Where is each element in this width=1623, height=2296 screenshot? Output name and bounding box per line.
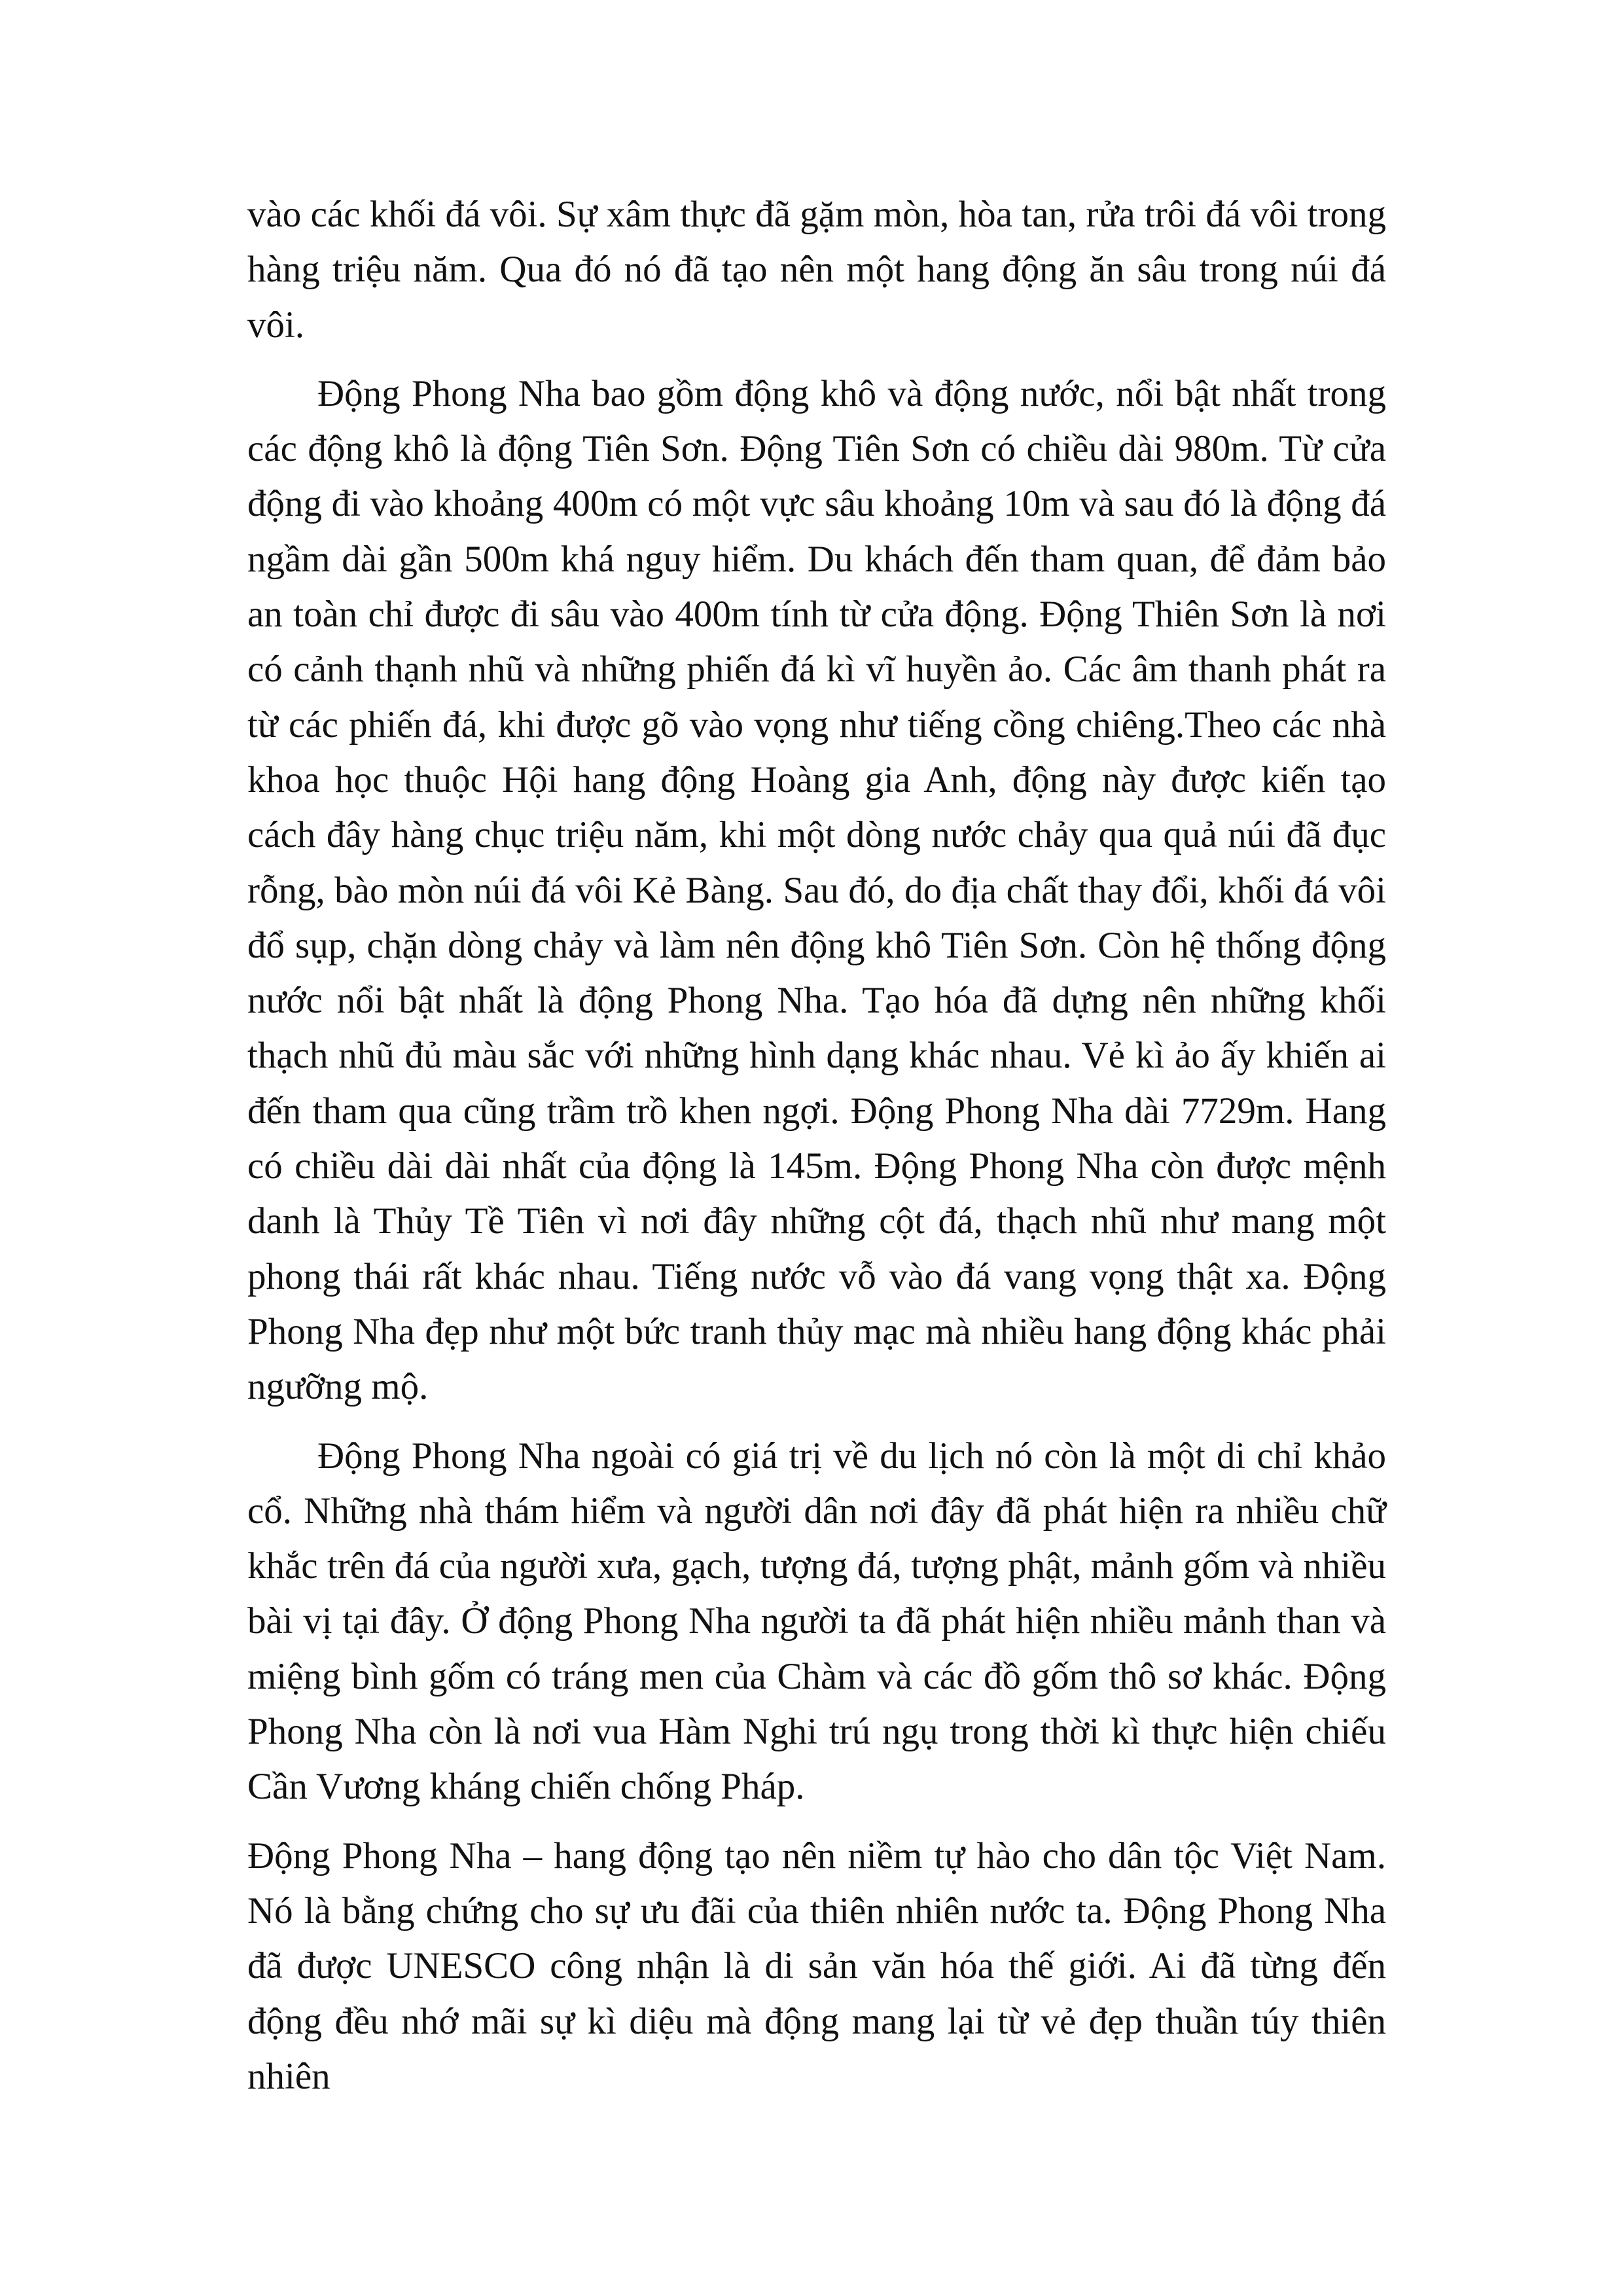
paragraph-archaeology: Động Phong Nha ngoài có giá trị về du lịch nó còn là một di chỉ khảo cổ. Những nhà thám hiểm và người dân nơi đây đã phát hiện ra nhiều chữ khắc trên đá của người xưa, gạch, tượng đá, tượng phật, mảnh gốm và nhiều bài vị tại đây. Ở động Phong Nha người ta đã phát hiện nhiều mảnh than và miệng bình gốm có tráng men của Chàm và các đồ gốm thô sơ khác. Động Phong Nha còn là nơi vua Hàm Nghi trú ngụ trong thời kì thực hiện chiếu Cần Vương kháng chiến chống Pháp. bbox=[247, 1435, 1386, 1808]
paragraph-limestone-erosion: vào các khối đá vôi. Sự xâm thực đã gặm mòn, hòa tan, rửa trôi đá vôi trong hàng triệu năm. Qua đó nó đã tạo nên một hang động ăn sâu trong núi đá vôi. bbox=[247, 194, 1386, 346]
body-text bbox=[247, 187, 1386, 2104]
paragraph-caves-description: Động Phong Nha bao gồm động khô và động nước, nổi bật nhất trong các động khô là động Tiên Sơn. Động Tiên Sơn có chiều dài 980m. Từ cửa động đi vào khoảng 400m có một vực sâu khoảng 10m và sau đó là động đá ngầm dài gần 500m khá nguy hiểm. Du khách đến tham quan, để đảm bảo an toàn chỉ được đi sâu vào 400m tính từ cửa động. Động Thiên Sơn là nơi có cảnh thạnh nhũ và những phiến đá kì vĩ huyền ảo. Các âm thanh phát ra từ các phiến đá, khi được gõ vào vọng như tiếng cồng chiêng.Theo các nhà khoa học thuộc Hội hang động Hoàng gia Anh, động này được kiến tạo cách đây hàng chục triệu năm, khi một dòng nước chảy qua quả núi đã đục rỗng, bào mòn núi đá vôi Kẻ Bàng. Sau đó, do địa chất thay đổi, khối đá vôi đổ sụp, chặn dòng chảy và làm nên động khô Tiên Sơn. Còn hệ thống động nước nổi bật nhất là động Phong Nha. Tạo hóa đã dựng nên những khối thạch nhũ đủ màu sắc với những hình dạng khác nhau. Vẻ kì ảo ấy khiến ai đến tham qua cũng trầm trồ khen ngợi. Động Phong Nha dài 7729m. Hang có chiều dài dài nhất của động là 145m. Động Phong Nha còn được mệnh danh là Thủy Tề Tiên vì nơi đây những cột đá, thạch nhũ như mang một phong thái rất khác nhau. Tiếng nước vỗ vào đá vang vọng thật xa. Động Phong Nha đẹp như một bức tranh thủy mạc mà nhiều hang động khác phải ngưỡng mộ. bbox=[247, 372, 1386, 1408]
paragraph-conclusion: Động Phong Nha – hang động tạo nên niềm tự hào cho dân tộc Việt Nam. Nó là bằng chứng cho sự ưu đãi của thiên nhiên nước ta. Động Phong Nha đã được UNESCO công nhận là di sản văn hóa thế giới. Ai đã từng đến động đều nhớ mãi sự kì diệu mà động mang lại từ vẻ đẹp thuần túy thiên nhiên bbox=[247, 1835, 1386, 2097]
